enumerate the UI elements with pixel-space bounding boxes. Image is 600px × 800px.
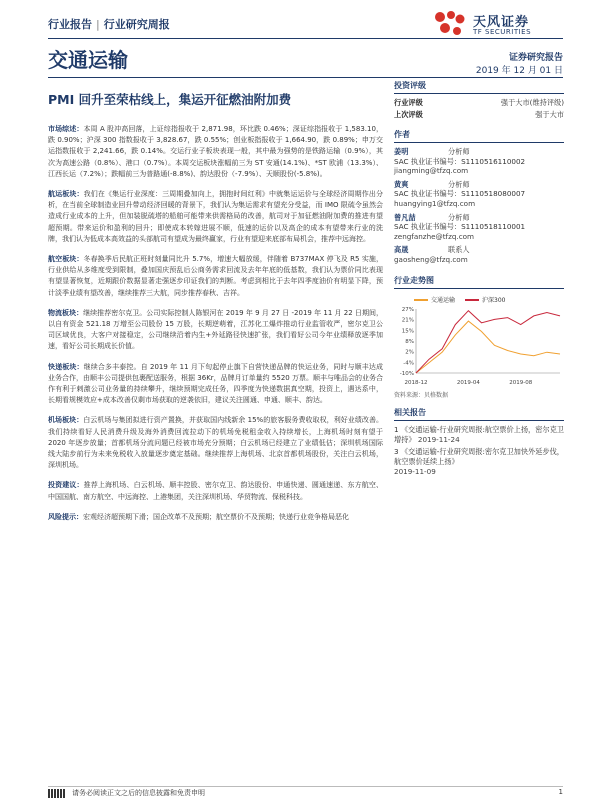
industry-title: 交通运输 [48, 48, 128, 72]
paragraph-shipping [48, 189, 383, 245]
related-report-item[interactable] [394, 425, 564, 445]
related-title: 相关报告 [394, 407, 564, 421]
trend-chart-svg [394, 305, 564, 387]
paragraph-express [48, 362, 383, 407]
logo-text-cn: 天风证券 [473, 15, 530, 30]
related-report-item[interactable] [394, 447, 564, 477]
header-rule [48, 38, 563, 39]
paragraph-lead: 航空板块： [48, 255, 84, 264]
author-entry [394, 147, 564, 176]
header-separator: | [96, 18, 100, 31]
author-role: 分析师 [448, 179, 470, 189]
paragraph-lead: 物流板块： [48, 308, 84, 317]
author-name: 曾凡喆 [394, 212, 416, 222]
author-role: 联系人 [448, 245, 470, 255]
paragraph-logistics [48, 308, 383, 353]
logo-text-en: TF SECURITIES [473, 28, 532, 36]
trend-chart [394, 295, 564, 399]
page-footer [48, 788, 563, 798]
footer-disclaimer: 请务必阅读正文之后的信息披露和免责申明 [72, 789, 205, 797]
author-name: 姜明 [394, 147, 409, 156]
report-date: 2019 年 12 月 01 日 [475, 66, 563, 76]
author-entry [394, 213, 564, 242]
chart-source: 资料来源：贝格数据 [394, 391, 449, 399]
rating-key: 上次评级 [394, 110, 423, 119]
related-report-text[interactable]: 1 《交通运输-行业研究周报:航空票价上扬，密尔克卫增持》 [394, 424, 565, 444]
legend-label: 沪深300 [482, 296, 506, 304]
author-email[interactable]: huangying1@tfzq.com [394, 198, 476, 208]
x-tick-label: 2019-04 [456, 379, 480, 386]
paragraph-lead: 机场板块： [48, 416, 84, 425]
author-entry [394, 180, 564, 209]
y-tick-label: -4% [403, 359, 414, 366]
related-report-date: 2019-11-09 [394, 466, 436, 476]
paragraph-text: 白云机场与集团拟进行资产置换，并获取国内线新余 15%的旅客服务费收取权，利好业绩改善。我们持续看好人民消费升级及海外消费回流拉动下的机场免税租金收入持续增长，上海机场时刻有望于 2020 年逐步放量；首都机场分流问题已经被市场充分预期；白云机场已经建立了业绩低估；深圳机场国际线大陆步前行为未来免税收入放量逐步奠定基础。继续推荐上海机场、北京首都机场股份，关注白云机场，深圳机场。 [48, 416, 383, 470]
author-entry [394, 245, 564, 264]
legend-swatch [465, 299, 479, 301]
related-report-text[interactable]: 3 《交通运输-行业研究周报:密尔克卫加快外延步伐，航空票价延续上扬》 [394, 446, 565, 466]
main-body [48, 124, 383, 532]
author-sac: SAC 执业证书编号：S1110518110001 [394, 222, 526, 232]
author-name: 黄爽 [394, 179, 409, 189]
x-tick-label: 2018-12 [404, 379, 428, 386]
paragraph-lead: 市场综述： [48, 125, 84, 133]
barcode-icon [48, 789, 66, 798]
author-name: 高晟 [394, 245, 409, 255]
author-email[interactable]: zengfanzhe@tfzq.com [394, 231, 475, 241]
y-tick-label: 21% [401, 317, 414, 324]
footer-rule [48, 786, 563, 787]
author-role: 分析师 [448, 147, 470, 156]
trend-title: 行业走势图 [394, 275, 564, 289]
paragraph-investment [48, 480, 383, 502]
paragraph-aviation [48, 254, 383, 299]
header-left: 行业报告 [48, 18, 92, 31]
y-tick-label: 15% [401, 327, 414, 334]
report-headline: PMI 回升至荣枯线上，集运开征燃油附加费 [48, 92, 292, 107]
title-rule [48, 77, 563, 78]
rating-title: 投资评级 [394, 80, 564, 94]
paragraph-text: 冬春换季后民航正班时刻量同比升 5.7%，增速大幅放缓，伴随着 B737MAX 停飞及 R5 实施，行业供给从多维度受到限制，叠加国庆预乱后公商务需求回流及去年年底的低基数，我们认为票价同比表现有望显著恢复，近期跟价数据显著走强逐步印证我们的判断。考虑到相比于去年四季度油价有明显下降，预计淡季业绩有望改善，继续推荐三大航，同步推荐春秋、吉祥。 [48, 255, 384, 297]
y-tick-label: 8% [405, 338, 414, 345]
tf-logo-icon [433, 10, 467, 38]
y-tick-label: 2% [405, 349, 414, 356]
paragraph-text: 继续推荐密尔克卫。公司实际控制人陈银河在 2019 年 9 月 27 日 -2019 年 11 月 22 日期间，以自有资金 521.18 万增至公司股份 15 万股，长期逆萌着，江苏化工爆炸推动行业监管收严，密尔克卫公司区域优良，大客户对接稳定，公司继续沿着内生+外延路径快速扩张，我们看好公司今年业绩释放逐季加速，看好公司长期成长价值。 [48, 308, 384, 351]
paragraph-text: 继续合多丰泰控。自 2019 年 11 月下旬起停止旗下自营快递品牌的快运业务，同时与顺丰达成业务合作，由顺丰公司提供包裹配送服务，根据 36Kr，品牌月订单量约 5520 万票。顺丰与唯品会的业务合作有利于刺激公司业务量的持续攀升，继续预期完成任务，四季度为快递数据真空期，投资上，遇达系中，长期看规模效应+成本改善仅剩市场获取的逆袭依旧，建议关注圆通、申通、顺丰、韵达。 [48, 362, 384, 405]
paragraph-text: 本周 A 股冲高回落，上证综指报收于 2,871.98，环比跌 0.46%；深证综指报收于 1,583.10，跌 0.90%；沪深 300 指数报收于 3,828.67，跌 0.55%；创业板指报收于 1,664.90，跌 0.89%；申万交运指数报收于 2,241.66，跌 0.14%。交运行业子板块表现一般，其中最为强势的是铁路运输（0.9%），其次为高速公路（0.8%）、港口（0.7%）。本周交运板块涨幅前三为 ST 安通(14.1%)、*ST 欧浦（13.3%）、江西长运（7.2%）；跌幅前三为普路通(-8.8%)、韵达股份（-7.9%）、天顺股份(-5.8%)。 [48, 125, 383, 178]
legend-item [465, 295, 505, 304]
y-tick-label: 27% [401, 306, 414, 313]
related-reports [394, 425, 564, 477]
related-report-date: 2019-11-24 [417, 434, 460, 444]
author-email[interactable]: gaosheng@tfzq.com [394, 254, 468, 264]
authors-title: 作者 [394, 129, 564, 143]
paragraph-risk [48, 512, 383, 523]
x-tick-label: 2019-08 [509, 379, 533, 386]
author-email[interactable]: jiangming@tfzq.com [394, 166, 469, 176]
header-right: 行业研究周报 [103, 18, 170, 31]
paragraph-text: 宏观经济超预期下滑；国企改革不及预期；航空票价不及预期；快递行业竞争格局恶化 [83, 512, 349, 521]
series-line-1 [416, 310, 560, 372]
author-sac: SAC 执业证书编号：S1110516110002 [394, 156, 526, 166]
paragraph-lead: 风险提示： [48, 512, 83, 521]
rating-row [394, 97, 564, 109]
chart-legend [414, 295, 564, 304]
paragraph-lead: 投资建议： [48, 481, 84, 490]
paragraph-lead: 快递板块： [48, 362, 84, 371]
rating-value: 强于大市(维持评级) [500, 98, 564, 107]
legend-item [414, 295, 455, 304]
rating-value: 强于大市 [535, 110, 564, 119]
paragraph-text: 推荐上海机场、白云机场、顺丰控股、密尔克卫、韵达股份、申通快递、圆通速递、东方航空、中国国航、南方航空、中远海控、上港集团，关注深圳机场、华贸物流、保税科技。 [48, 481, 384, 501]
y-tick-label: -10% [399, 370, 414, 377]
legend-swatch [414, 299, 428, 301]
legend-label: 交通运输 [431, 296, 456, 304]
report-category [48, 16, 170, 32]
rating-row [394, 109, 564, 121]
paragraph-text: 我们在《集运行业深度：三周期叠加向上，拥抱时间红利》中就集运运价与全球经济周期作出分析，在当前全球制造业回升带动经济回暖的背景下，我们认为集运需求有望充分受益，而 IMO 限硫令虽然会造成行业成本的上升，但加装脱硫塔的船舶可能带来供需格局的改善，航司对于加征燃油附加费的推进有望超预期。带来运价和盈利的回升；即使成本转嫁进展不顺，低速的运价以及高企的成本有望带来行业的洗牌，我们认为低成本高效益的头部航司有望成为最终赢家，行业有望迎来底部布局机会，推荐中远海控。 [48, 190, 384, 243]
author-role: 分析师 [448, 212, 470, 222]
report-type: 证券研究报告 [508, 53, 563, 63]
company-logo [433, 10, 563, 40]
paragraph-market [48, 124, 383, 180]
sidebar [394, 80, 564, 479]
page-header [48, 10, 563, 38]
rating-key: 行业评级 [394, 98, 423, 107]
paragraph-lead: 航运板块： [48, 190, 84, 199]
paragraph-airport [48, 415, 383, 471]
author-sac: SAC 执业证书编号：S1110518080007 [394, 189, 526, 199]
page-number: 1 [558, 788, 563, 796]
series-line-0 [416, 321, 560, 373]
